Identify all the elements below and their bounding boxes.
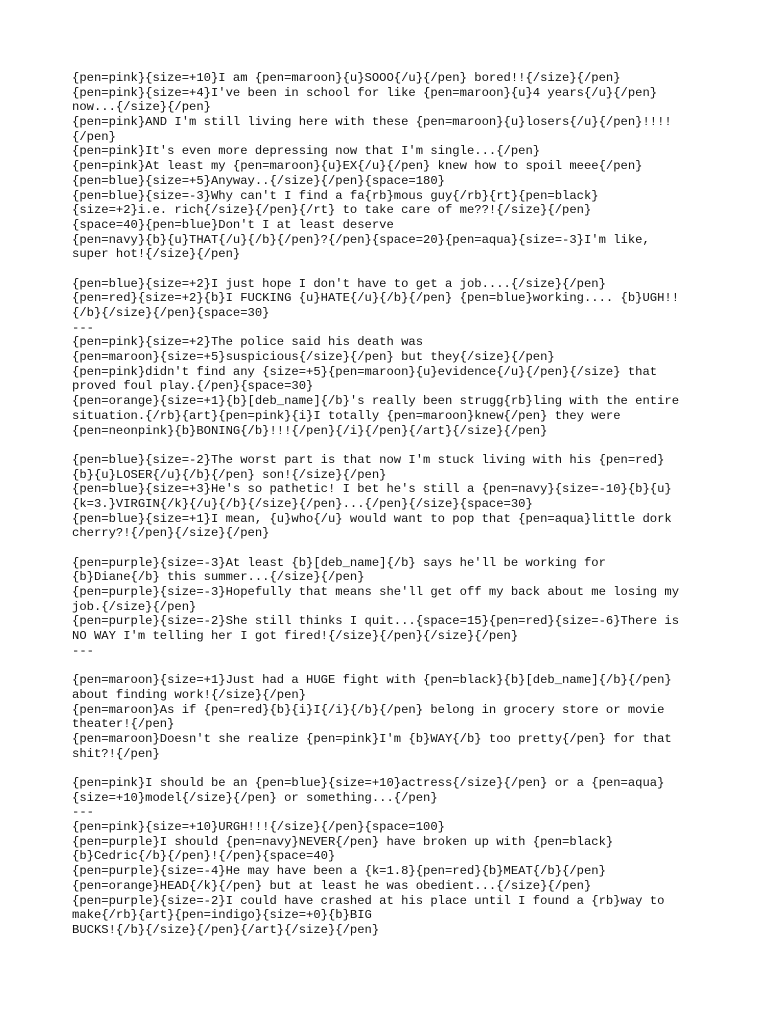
text-line: {/b}{/size}{/pen}{space=30} (72, 306, 270, 320)
text-line: cherry?!{/pen}{/size}{/pen} (72, 526, 270, 541)
text-line: {pen=purple}{size=-4}He may have been a {k=1.8}{pen=red}{b}MEAT{/b}{/pen} (72, 864, 606, 879)
text-line: {pen=pink}AND I'm still living here with these {pen=maroon}{u}losers{/u}{/pen}!!!! (72, 115, 672, 130)
text-line: about finding work!{/size}{/pen} (72, 687, 307, 702)
text-line: {pen=blue}{size=+2}I just hope I don't have to get a job....{/size}{/pen} (72, 276, 606, 291)
text-line: {size=+10}model{/size}{/pen} or something...{/pen} (72, 790, 438, 805)
text-line: {pen=purple}{size=-2}She still thinks I quit...{space=15}{pen=red}{size=-6}There is (72, 614, 680, 629)
text-line (72, 541, 712, 556)
text-line: {b}{u}LOSER{/u}{/b}{/pen} son!{/size}{/pen} (72, 467, 387, 482)
text-line: NO WAY I'm telling her I got fired!{/size}{/pen}{/size}{/pen} (72, 629, 519, 644)
text-line: {pen=purple}I should {pen=navy}NEVER{/pen} have broken up with {pen=black} (72, 834, 614, 849)
text-line: {pen=blue}{size=-2}The worst part is that now I'm stuck living with his {pen=red} (72, 452, 665, 467)
text-line: {pen=maroon}As if {pen=red}{b}{i}I{/i}{/b}{/pen} belong in grocery store or movie (72, 702, 665, 717)
text-line (72, 659, 712, 674)
text-line: make{/rb}{art}{pen=indigo}{size=+0}{b}BIG (72, 908, 372, 923)
text-line: {space=40}{pen=blue}Don't I at least deserve (72, 217, 394, 232)
text-line: {pen=red}{size=+2}{b}I FUCKING {u}HATE{/u}{/b}{/pen} {pen=blue}working.... {b}UGH!! (72, 291, 680, 306)
text-line: {k=3.}VIRGIN{/k}{/u}{/b}{/size}{/pen}...{/pen}{/size}{space=30} (72, 496, 533, 511)
text-line: {pen=navy}{b}{u}THAT{/u}{/b}{/pen}?{/pen}{space=20}{pen=aqua}{size=-3}I'm like, (72, 232, 650, 247)
text-line: {pen=orange}{size=+1}{b}[deb_name]{/b}'s really been strugg{rb}ling with the entire (72, 394, 680, 409)
text-line: {pen=blue}{size=+3}He's so pathetic! I bet he's still a {pen=navy}{size=-10}{b}{u} (72, 482, 672, 497)
text-line: shit?!{/pen} (72, 746, 160, 761)
text-line: {pen=neonpink}{b}BONING{/b}!!!{/pen}{/i}{/pen}{/art}{/size}{/pen} (72, 423, 548, 438)
text-line: {pen=pink}{size=+10}I am {pen=maroon}{u}SOOO{/u}{/pen} bored!!{/size}{/pen} (72, 71, 621, 85)
text-line: {pen=pink}I should be an {pen=blue}{size=+10}actress{/size}{/pen} or a {pen=aqua} (72, 776, 665, 790)
document-body (72, 71, 712, 938)
text-line: proved foul play.{/pen}{space=30} (72, 379, 314, 394)
text-line: theater!{/pen} (72, 717, 175, 732)
text-line: --- (72, 805, 94, 820)
text-line: --- (72, 320, 94, 335)
text-line: --- (72, 643, 94, 658)
text-line: {pen=blue}{size=-3}Why can't I find a fa{rb}mous guy{/rb}{rt}{pen=black} (72, 188, 599, 203)
text-line: BUCKS!{/b}{/size}{/pen}{/art}{/size}{/pen} (72, 922, 380, 937)
text-line: {pen=pink}{size=+2}The police said his death was (72, 335, 424, 350)
text-line: {pen=purple}{size=-2}I could have crashed at his place until I found a {rb}way to (72, 893, 665, 908)
text-line: {pen=pink}{size=+4}I've been in school for like {pen=maroon}{u}4 years{/u}{/pen} (72, 85, 658, 100)
text-line: job.{/size}{/pen} (72, 599, 197, 614)
text-line: {pen=maroon}{size=+5}suspicious{/size}{/pen} but they{/size}{/pen} (72, 350, 555, 365)
text-line: {pen=maroon}{size=+1}Just had a HUGE fight with {pen=black}{b}[deb_name]{/b}{/pen} (72, 673, 672, 688)
text-line: {/pen} (72, 129, 116, 144)
text-line: {b}Cedric{/b}{/pen}!{/pen}{space=40} (72, 849, 336, 864)
text-line (72, 262, 712, 277)
text-line: situation.{/rb}{art}{pen=pink}{i}I totally {pen=maroon}knew{/pen} they were (72, 408, 621, 423)
text-line (72, 761, 712, 776)
text-line: {pen=pink}It's even more depressing now that I'm single...{/pen} (72, 144, 541, 159)
text-line (72, 438, 712, 453)
text-line: {pen=orange}HEAD{/k}{/pen} but at least he was obedient...{/size}{/pen} (72, 878, 592, 893)
text-line: {pen=maroon}Doesn't she realize {pen=pink}I'm {b}WAY{/b} too pretty{/pen} for that (72, 731, 672, 746)
text-line: now...{/size}{/pen} (72, 100, 211, 115)
text-line: {pen=purple}{size=-3}Hopefully that means she'll get off my back about me losing my (72, 585, 680, 600)
text-line: {size=+2}i.e. rich{/size}{/pen}{/rt} to take care of me??!{/size}{/pen} (72, 203, 592, 218)
text-line: super hot!{/size}{/pen} (72, 247, 241, 262)
text-line: {pen=blue}{size=+1}I mean, {u}who{/u} would want to pop that {pen=aqua}little dork (72, 511, 672, 526)
text-line: {pen=purple}{size=-3}At least {b}[deb_name]{/b} says he'll be working for (72, 555, 606, 570)
text-line: {pen=pink}At least my {pen=maroon}{u}EX{/u}{/pen} knew how to spoil meee{/pen} (72, 159, 643, 174)
text-line: {b}Diane{/b} this summer...{/size}{/pen} (72, 570, 365, 585)
text-line: {pen=pink}didn't find any {size=+5}{pen=maroon}{u}evidence{/u}{/pen}{/size} that (72, 364, 658, 379)
text-line: {pen=pink}{size=+10}URGH!!!{/size}{/pen}{space=100} (72, 820, 445, 835)
text-line: {pen=blue}{size=+5}Anyway..{/size}{/pen}{space=180} (72, 173, 445, 188)
